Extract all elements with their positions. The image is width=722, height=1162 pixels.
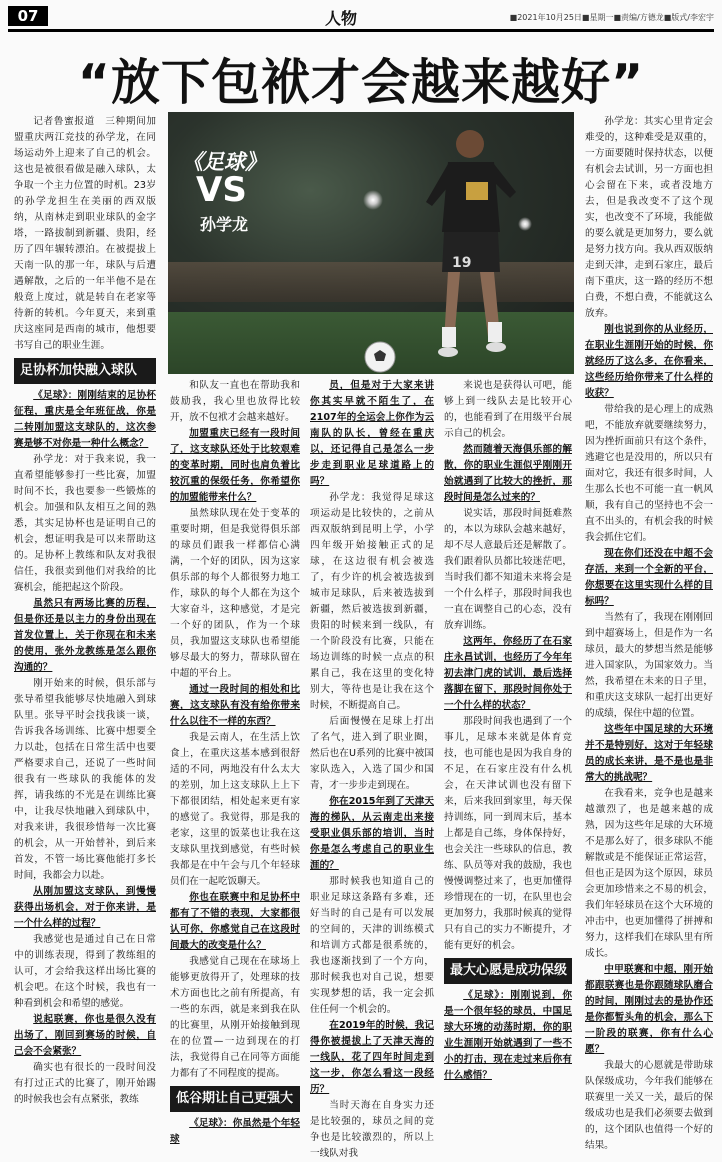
question: 《足球》：刚刚说到，你是一个很年轻的球员，中国足球大环境的动荡时期，你的职业生涯刚开始就遇到了一些不小的打击，现在走过来后你有什么感悟？ [444, 990, 572, 1081]
stadium-light [363, 190, 383, 210]
column-4 [444, 378, 572, 1084]
subhead-cup: 足协杯加快融入球队 [14, 358, 156, 384]
column-3 [310, 378, 434, 1162]
page-number: 07 [8, 6, 48, 26]
answer: 我最大的心愿就是带助球队保级成功，今年我们能够在联赛里一关又一关，最后的保级成功也是我们必须要去做到的，这个团队也值得一个好的结果。 [585, 1060, 713, 1151]
answer: 孙学龙：对于我来说，我一直希望能够参打一些比赛，加盟时间不长，我也要参一些锻炼的机会。加强和队友相互之间的熟悉，其实足协杯也是证明自己的机会，想证明我是可以来帮助这的。足协杯上教练和队友对我很信任，我很卖到他们对我给的比赛机会，能把起这个阶段。 [14, 454, 156, 593]
answer: 虽然球队现在处于变革的重要时期，但是我觉得俱乐部的球员们跟我一样都信心满满，一个好的团队，因为这家俱乐部的每个人都很努力地工作，球队的每个人都在为这个大家奋斗，这种感觉，才是完一个好的团队，作为一个球员，我加盟这支球队也希望能够尽最大的努力，帮球队留在中超的平台上。 [170, 508, 300, 679]
photo-label-vs: VS [196, 170, 247, 210]
answer: 孙学龙：其实心里肯定会难受的，这种难受是双重的，一方面要随时保持状态，以便有机会去试训，另一方面也担心会留在下来，或者没地方去，但是我改变不了这个现实，也改变不了环境，我能做的要么就是更加努力，要么就是努力找方向。我从西双版纳走到天津，走到石家庄，最后南下重庆，这一路的经历不想白费，不想白费，不能就这么放弃。 [585, 116, 713, 319]
column-2 [170, 378, 300, 1148]
answer: 当时天海在自身实力还是比较强的，球员之间的竞争也是比较激烈的，所以上一线队对我 [310, 1100, 434, 1159]
answer: 在我看来，竞争也是越来越激烈了，也是越来越的成熟，因为这些年足球的大环境不是那么好了，很多球队不能解散或是不能保证正常运营，但也正是因为这个原因，球员会更加珍惜来之不易的机会，我们年轻球员在这个大环境的冲击中，也更加懂得了拼搏和努力，这样我们在球队里有所成长。 [585, 788, 713, 959]
header-rule [8, 29, 714, 32]
question: 刚也说到你的从业经历，在职业生涯刚开始的时候，你就经历了这么多，在你看来，这些经历给你带来了什么样的收获？ [585, 324, 713, 399]
page-header [0, 0, 722, 30]
intro-paragraph: 记者鲁蜜报道 三种期间加盟重庆两江竞技的孙学龙，在同场运动外上迎来了自己的机会。这也是被很看做是融入球队，太争取一个主力位置的时机。23岁的孙学龙担生在美丽的西双版纳，从南林走到职业球队的金字塔，一路拔制到新疆、贵阳，经历了四年辗转漂泊。在被提拔上天南一队的那一年，球队与后遭遇解散，之后的一年半他不是在般竟上度过，就是转自在老家等待新的转机。今年夏天，来到重庆这座同是西南的城市，他想要书写自己的职业生涯。 [14, 116, 156, 351]
headline: “放下包袱才会越来越好” [77, 54, 645, 111]
column-1 [14, 114, 156, 1108]
question: 从刚加盟这支球队，到慢慢获得出场机会，对于你来讲，是一个什么样的过程？ [14, 886, 156, 929]
answer: 后面慢慢在足球上打出了名气，进入到了职业圈，然后也在U系列的比赛中被国家队选入，入选了国少和国青，才一步步走到现在。 [310, 716, 434, 791]
question: 然而随着天海俱乐部的解散，你的职业生涯似乎刚刚开始就遇到了比较大的挫折，那段时间是怎么过来的？ [444, 444, 572, 503]
football-icon [363, 340, 397, 374]
question: 《足球》：你虽然是个年轻球 [170, 1118, 300, 1145]
question: 加盟重庆已经有一段时间了，这支球队还处于比较艰难的变革时期，同时也肩负着比较沉重的保级任务，你希望你的加盟能带来什么？ [170, 428, 300, 503]
answer: 刚开始来的时候，俱乐部与张导希望我能够尽快地融入到球队里。张导平时会找我谈一谈，告诉我各场训练、比赛中想要全力以赴，包括在日常生活中也要严格要求自己，还说了一些时间很我有一些球队的我能体的发挥，请我练的不光是在训练比赛中，让我尽快地融入到球队中，对我来讲，我很珍惜每一次比赛的机会，从一开始替补，到后来首发，不管一场比赛他能打多长时间，我都会力以赴。 [14, 678, 156, 881]
question: 虽然只有两场比赛的历程，但是你还是以主力的身份出现在首发位置上，关于你现在和未来的使用，张外龙教练是怎么跟你沟通的？ [14, 598, 156, 673]
question: 员，但是对于大家来讲你其实早就不陌生了，在2107年的全运会上你作为云南队的队长，曾经在重庆以，还记得自己是怎么一步步走到职业足球道路上的吗？ [310, 380, 434, 487]
answer: 那时候我也知道自己的职业足球这条路有多难，还好当时的自己是有可以发展的空间的，天津的训练模式和培训方式都是很系统的，我也逐渐找到了一个方向，那时候我也对自己说，想要实现梦想的话，我一定会抓住任何一个机会的。 [310, 876, 434, 1015]
player-photo [168, 112, 574, 374]
answer: 那段时间我也遇到了一个事儿，足球本来就是体育竞技，也可能也是因为我自身的不足，在石家庄没有什么机会，在天津试训也没有留下来，后来我回到家里，每天保持训练，同一到周末后，基本上都是自己练，身体保持好，也会关注一些球队的信息，教练、队员等对我的鼓励，我也慢慢调整过来了，也更加懂得珍惜现在的一切，在队里也会更加努力，我那时候真的觉得只有自己的实力不断提升，才能有更好的机会。 [444, 716, 572, 951]
question: 你也在联赛中和足协杯中都有了不错的表现，大家都很认可你，你感觉自己在这段时间最大的改变是什么？ [170, 892, 300, 951]
answer: 说实话，那段时间挺难熬的，本以为球队会越来越好，却不尽人意最后还是解散了。我们跟着队员都比较迷茫吧，当时我们都不知道未来将会是一个什么样子，那段时间我也一直在调整自己的心态，没有放弃训练。 [444, 508, 572, 631]
subhead-low-period: 低谷期让自己更强大 [170, 1086, 300, 1112]
answer: 和队友一直也在帮助我和鼓励我，我心里也放得比较开，放不包袱才会越来越好。 [170, 380, 300, 423]
column-5 [585, 114, 713, 1154]
question: 通过一段时间的相处和比赛，这支球队有没有给你带来什么以往不一样的东西？ [170, 684, 300, 727]
answer: 当然有了，我现在刚刚回到中超赛场上，但是作为一名球员，最大的梦想当然是能够进入国家队，为国家效力。当然，我希望在未来的日子里，和重庆这支球队一起打出更好的成绩，保住中超的位置。 [585, 612, 713, 719]
photo-label-name: 孙学龙 [200, 215, 249, 234]
answer: 我是云南人，在生活上饮食上，在重庆这基本感到很舒适的不同，两地没有什么太大的差别，加上这支球队上上下下都很团结，相处起来更有家的感觉了。我觉得，那是我的老家，这里的饭菜也让我在这支球队里找到感觉，有些时候我都是在中午会与几个年轻球员们在一起吃饭聊天。 [170, 732, 300, 887]
question: 说起联赛，你也是很久没有出场了，刚回到赛场的时候，自己会不会紧张？ [14, 1014, 156, 1057]
section-title: 人物 [325, 9, 358, 28]
answer: 我感觉也是通过自己在日常中的训练表现，得到了教练组的认可，才会给我这样出场比赛的机会吧。在这个时候，我也有一种看到机会和希望的感觉。 [14, 934, 156, 1009]
question: 这两年，你经历了在石家庄永昌试训，也经历了今年年初去津门虎的试训，最后选择落脚在留下，那段时间你处于一个什么样的状态？ [444, 636, 572, 711]
jersey-number: 19 [452, 255, 472, 271]
question: 中甲联赛和中超，刚开始都跟联赛也是你跟随球队磨合的时间，刚刚过去的是协作还是你都暂头角的机会，那么下一阶段的联赛，你有什么心愿？ [585, 964, 713, 1055]
answer: 确实也有很长的一段时间没有打过正式的比赛了，刚开始踢的时候我也会有点紧张，教练 [14, 1062, 156, 1105]
question: 《足球》：刚刚结束的足协杯征程，重庆是全年班征战，你是二转刚加盟这支球队的，这次参赛是够不对你是一种什么概念？ [14, 390, 156, 449]
question: 你在2015年到了天津天海的梯队，从云南走出来接受职业俱乐部的培训，当时你是怎么考虑自己的职业生涯的？ [310, 796, 434, 871]
player-figure [408, 122, 528, 372]
photo-label-publication: 《足球》 [182, 149, 266, 174]
answer: 孙学龙：我觉得足球这项运动是比较快的，之前从西双版纳到昆明上学，小学四年级开始接触正式的足球，在这边很有机会被选了，有少许的机会被选拔到城市足球队，后来被选拔到新疆，然后被选拔到新疆，贵阳的时候来到一线队，有一个阶段没有比赛，只能在场边训练的时候一点点的积累自己，我在这里的变化特别大，等待也是让我在这个时候，不断提高自己。 [310, 492, 434, 711]
question: 现在你们还没在中超不会存活，来到一个全新的平台，你想要在这里实现什么样的目标吗？ [585, 548, 713, 607]
issue-meta: ■2021年10月25日■星期一■责编/方德龙■版式/李宏宇 [509, 13, 714, 22]
answer: 来说也是获得认可吧，能够上到一线队去是比较开心的，也能看到了在用级平台展示自己的机会。 [444, 380, 572, 439]
question: 在2019年的时候，我记得你被提拔上了天津天海的一线队，花了四年时间走到这一步，你怎么看这一段经历？ [310, 1020, 434, 1095]
answer: 我感觉自己现在在球场上能够更放得开了，处理球的技术方面也比之前有所提高，有一些的东西，就是来到我在队的比赛里，从刚开始接触到现在的位置—一边到现在的打法，我觉得自己在同等方面能力都有了不同程度的提高。 [170, 956, 300, 1079]
answer: 带给我的是心理上的成熟吧，不能放弃就要继续努力，因为挫折面前只有这个条件，逃避它也是没用的，所以只有面对它，我还有很多时间，人生那么长也不可能一直一帆风顺，我有自己的坚持也不会一直不出头的，有机会我的时候我会抓住它们。 [585, 404, 713, 543]
question: 这些年中国足球的大环境并不是特别好，这对于年轻球员的成长来讲，是不是也是非常大的挑战呢？ [585, 724, 713, 783]
subhead-wish: 最大心愿是成功保级 [444, 958, 572, 984]
